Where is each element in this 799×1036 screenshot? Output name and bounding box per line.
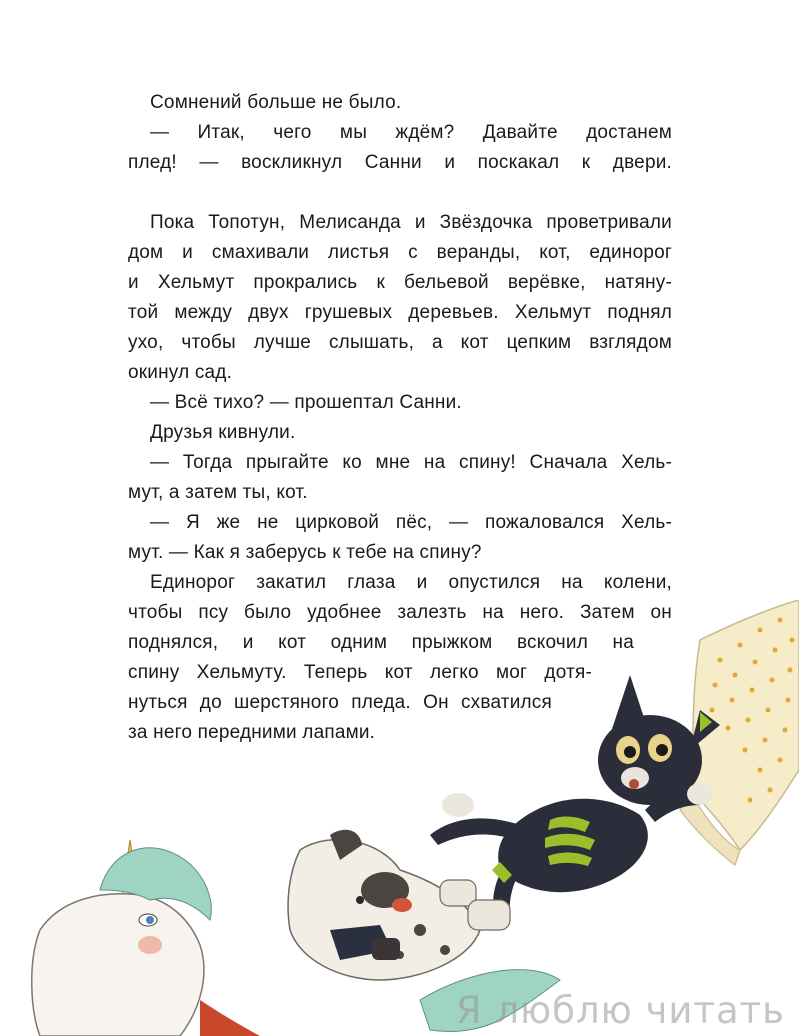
- text-line: поднялся, и кот одним прыжком вскочил на: [128, 632, 634, 653]
- text-line: мут, а затем ты, кот.: [128, 482, 308, 503]
- text-line: — Итак, чего мы ждём? Давайте достанем: [150, 122, 672, 143]
- text-line: ухо, чтобы лучше слышать, а кот цепким взглядом: [128, 332, 672, 353]
- text-line: за него передними лапами.: [128, 722, 376, 743]
- watermark: Я люблю читать: [455, 989, 785, 1032]
- text-line: плед! — воскликнул Санни и поскакал к двери.: [128, 152, 672, 173]
- text-line: Друзья кивнули.: [150, 422, 296, 443]
- text-line: окинул сад.: [128, 362, 233, 383]
- text-line: чтобы псу было удобнее залезть на него. Затем он: [128, 602, 672, 623]
- text-line: дом и смахивали листья с веранды, кот, единорог: [128, 242, 672, 263]
- text-line: Сомнений больше не было.: [150, 92, 402, 113]
- dog-image: [288, 830, 510, 980]
- text-line: мут. — Как я заберусь к тебе на спину?: [128, 542, 482, 563]
- text-line: — Я же не цирковой пёс, — пожаловался Хель-: [150, 512, 672, 533]
- text-line: и Хельмут прокрались к бельевой верёвке, натяну-: [128, 272, 672, 293]
- text-line: Единорог закатил глаза и опустился на колени,: [150, 572, 672, 593]
- text-line: той между двух грушевых деревьев. Хельмут поднял: [128, 302, 672, 323]
- paragraph-gap: [128, 178, 672, 208]
- illustration-animals: [0, 600, 799, 1036]
- text-line: — Всё тихо? — прошептал Санни.: [150, 392, 462, 413]
- text-line: Пока Топотун, Мелисанда и Звёздочка проветривали: [150, 212, 672, 233]
- text-line: спину Хельмуту. Теперь кот легко мог дотя-: [128, 662, 592, 683]
- text-line: нуться до шерстяного пледа. Он схватился: [128, 692, 552, 713]
- text-line: — Тогда прыгайте ко мне на спину! Сначала Хель-: [150, 452, 672, 473]
